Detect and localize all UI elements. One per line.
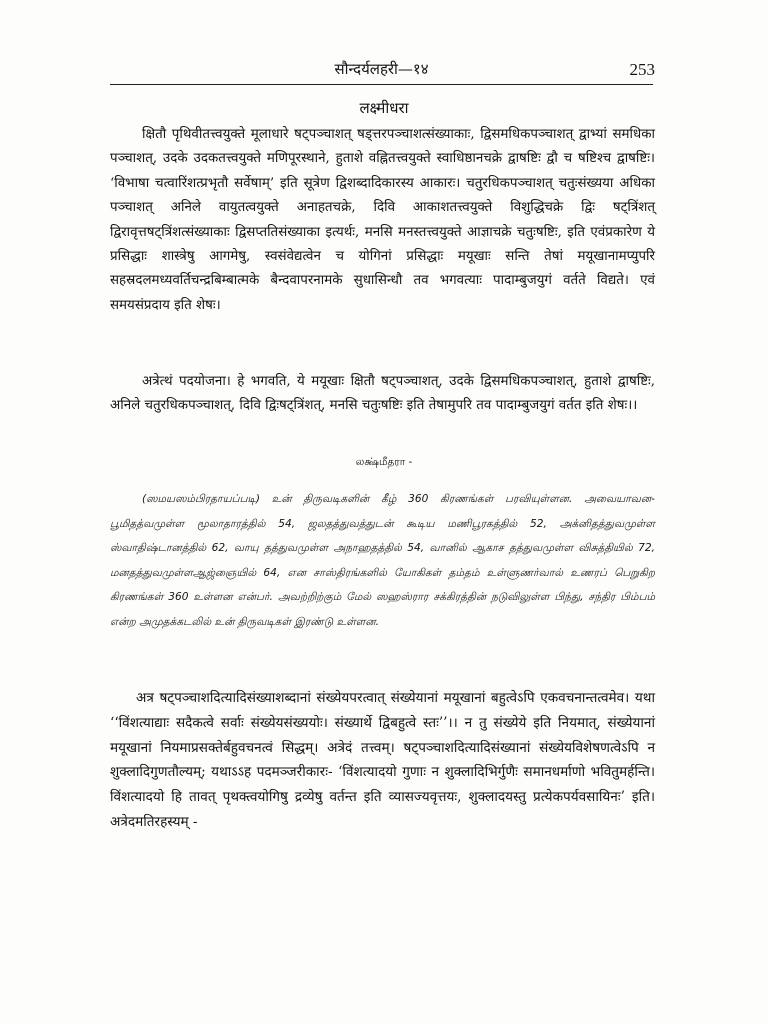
sanskrit-commentary-paragraph-2 (110, 370, 655, 419)
tamil-heading: லக்ஷ்மீதரா - (355, 456, 413, 468)
page-number: 253 (629, 60, 655, 79)
paragraph-text: (ஸமயஸம்பிரதாயப்படி) உன் திருவடிகளின் கீழ் 360 கிரணங்கள் பரவியுள்ளன. அவையாவன- பூமிதத்வமுள்ள மூலாதாரத்தில் 54, ஜலதத்துவத்துடன் கூடிய மணிபூரகத்தில் 52, அக்னிதத்துவமுள்ள ஸ்வாதிஷ்டானத்தில் 62, வாயு தத்துவமுள்ள அநாஹதத்தில் 54, வானில் ஆகாச தத்துவமுள்ள விசுத்தியில் 72, மனதத்துவமுள்ளஆஜ்ஞையில் 64, என சாஸ்திரங்களில் யோகிகள் தம்தம் உள்ளுணர்வால் உணரப் பெறுகிற கிரணங்கள் 360 உள்ளன என்பர். அவற்றிற்கும் மேல் ஸஹஸ்ரார சக்கிரத்தின் நடுவிலுள்ள பிந்து, சந்திர பிம்பம் என்ற அமுதக்கடலில் உன் திருவடிகள் இரண்டு உள்ளன. (110, 493, 655, 628)
page-header (110, 56, 653, 85)
sanskrit-commentary-paragraph-1 (110, 123, 655, 318)
paragraph-text: अत्रेत्थं पदयोजना। हे भगवति, ये मयूखाः क्षितौ षट्पञ्चाशत्, उदके द्विसमधिकपञ्चाशत्, हुताशे द्वाषष्टिः, अनिले चतुरधिकपञ्चाशत्, दिवि द्विःषट्त्रिंशत्, मनसि चतुःषष्टिः इति तेषामुपरि तव पादाम्बुजयुगं वर्तत इति शेषः।। (110, 374, 655, 414)
paragraph-text: क्षितौ पृथिवीतत्त्वयुक्ते मूलाधारे षट्पञ्चाशत् षड्त्तरपञ्चाशत्संख्याकाः, द्विसमधिकपञ्चाशत् द्वाभ्यां समधिका पञ्चाशत्, उदके उदकतत्त्वयुक्ते मणिपूरस्थाने, हुताशे वह्नितत्त्वयुक्ते स्वाधिष्ठानचक्रे द्वाषष्टिः द्वौ च षष्टिश्च द्वाषष्टिः। ‘विभाषा चत्वारिंशत्प्रभृतौ सर्वेषाम्’ इति सूत्रेण द्विशब्दादिकारस्य आकारः। चतुरधिकपञ्चाशत् चतुःसंख्यया अधिका पञ्चाशत् अनिले वायुतत्वयुक्ते अनाहतचक्रे, दिवि आकाशतत्त्वयुक्ते विशुद्धिचक्रे द्विः षट्त्रिंशत् द्विरावृत्तषट्त्रिंशत्संख्याकाः द्विसप्ततिसंख्याका इत्यर्थः, मनसि मनस्तत्त्वयुक्ते आज्ञाचक्रे चतुःषष्टिः, इति एवंप्रकारेण ये प्रसिद्धाः शास्त्रेषु आगमेषु, स्वसंवेद्यत्वेन च योगिनां प्रसिद्धाः मयूखाः सन्ति तेषां मयूखानामप्युपरि सहस्रदलमध्यवर्तिचन्द्रबिम्बात्मके बैन्दवापरनामके सुधासिन्धौ तव भगवत्याः पादाम्बुजयुगं वर्तते विद्यते। एवं समयसंप्रदाय इति शेषः। (110, 127, 655, 313)
tamil-translation (110, 487, 655, 635)
commentator-heading: लक्ष्मीधरा (359, 99, 409, 117)
sanskrit-commentary-paragraph-3 (110, 686, 655, 835)
running-title: सौन्दर्यलहरी—१४ (334, 60, 429, 78)
paragraph-text: अत्र षट्पञ्चाशदित्यादिसंख्याशब्दानां संख्येयपरत्वात् संख्येयानां मयूखानां बहुत्वेऽपि एकवचनान्तत्वमेव। यथा ‘‘विंशत्याद्याः सदैकत्वे सर्वाः संख्येयसंख्ययोः। संख्यार्थे द्विबहुत्वे स्तः’’।। न तु संख्येये इति नियमात्, संख्येयानां मयूखानां नियमाप्रसक्तेर्बहुवचनत्वं सिद्धम्। अत्रेदं तत्त्वम्। षट्पञ्चाशदित्यादिसंख्यानां संख्येयविशेषणत्वेऽपि न शुक्लादिगुणतौल्यम्; यथाऽऽह पदमञ्जरीकारः- ‘विंशत्यादयो गुणाः न शुक्लादिभिर्गुणैः समानधर्माणो भवितुमर्हन्ति। विंशत्यादयो हि तावत् पृथक्त्वयोगिषु द्रव्येषु वर्तन्त इति व्यासज्यवृत्तयः, शुक्लादयस्तु प्रत्येकपर्यवसायिनः’ इति। अत्रेदमतिरहस्यम् - (110, 690, 655, 830)
